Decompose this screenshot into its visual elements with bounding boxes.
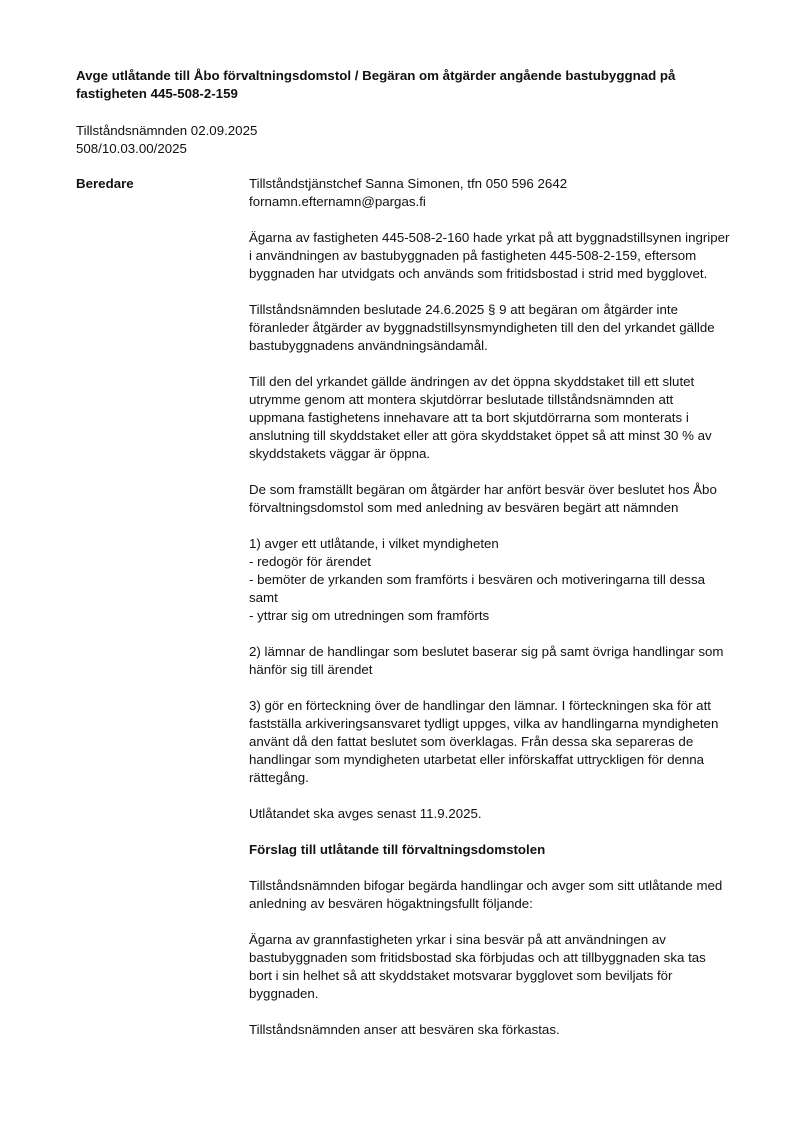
list-item: - bemöter de yrkanden som framförts i besvären och motiveringarna till dessa samt bbox=[249, 572, 705, 605]
paragraph-3: Till den del yrkandet gällde ändringen av det öppna skyddstaket till ett slutet utrymme genom att montera skjutdörrar beslutade tillståndsnämnden att uppmana fastighetens innehavare att ta bort skjutdörrarna som monterats i anslutning till skyddstaket eller att göra skyddstaket öppet så att minst 30 % av skyddstakets väggar är öppna. bbox=[249, 374, 712, 461]
reference-line: 508/10.03.00/2025 bbox=[76, 141, 187, 156]
paragraph-2: Tillståndsnämnden beslutade 24.6.2025 § 9 att begäran om åtgärder inte föranleder åtgärder av byggnadstillsynsmyndigheten till den del yrkandet gällde bastubyggnadens användningsändamål. bbox=[249, 302, 715, 353]
body-column bbox=[249, 175, 735, 1057]
meeting-line: Tillståndsnämnden 02.09.2025 bbox=[76, 123, 258, 138]
paragraph-9: Ägarna av grannfastigheten yrkar i sina besvär på att användningen av bastubyggnaden som fritidsbostad ska förbjudas och att tillbyggnaden ska tas bort i sin helhet så att skyddstaket motsvarar bygglovet som beviljats för byggnaden. bbox=[249, 932, 706, 1001]
paragraph-4: De som framställt begäran om åtgärder har anfört besvär över beslutet hos Åbo förvaltningsdomstol som med anledning av besvären begärt att nämnden bbox=[249, 482, 717, 515]
paragraph-1: Ägarna av fastigheten 445-508-2-160 hade yrkat på att byggnadstillsynen ingriper i användningen av bastubyggnaden på fastigheten 445-508-2-159, eftersom byggnaden har utvidgats och används som fritidsbostad i strid med bygglovet. bbox=[249, 230, 730, 281]
paragraph-7: Utlåtandet ska avges senast 11.9.2025. bbox=[249, 806, 482, 821]
list-intro: 1) avger ett utlåtande, i vilket myndigheten bbox=[249, 536, 499, 551]
meeting-meta bbox=[76, 122, 476, 158]
paragraph-10: Tillståndsnämnden anser att besvären ska förkastas. bbox=[249, 1022, 560, 1037]
paragraph-5: 2) lämnar de handlingar som beslutet baserar sig på samt övriga handlingar som hänför sig till ärendet bbox=[249, 644, 724, 677]
document-title: Avge utlåtande till Åbo förvaltningsdomstol / Begäran om åtgärder angående bastubyggnad på fastigheten 445-508-2-159 bbox=[76, 68, 676, 101]
preparer-name: Tillståndstjänstchef Sanna Simonen, tfn 050 596 2642 bbox=[249, 176, 568, 191]
paragraph-6: 3) gör en förteckning över de handlingar den lämnar. I förteckningen ska för att fastställa arkiveringsansvaret tydligt uppges, vilka av handlingarna myndigheten använt då den fattat beslutet som överklagas. Från dessa ska separeras de handlingar som myndigheten utarbetat eller införskaffat uttryckligen för denna rättegång. bbox=[249, 698, 719, 785]
proposal-heading: Förslag till utlåtande till förvaltningsdomstolen bbox=[249, 842, 546, 857]
paragraph-8: Tillståndsnämnden bifogar begärda handlingar och avger som sitt utlåtande med anledning av besvären högaktningsfullt följande: bbox=[249, 878, 723, 911]
preparer-contact bbox=[249, 175, 735, 211]
preparer-email: fornamn.efternamn@pargas.fi bbox=[249, 194, 426, 209]
request-list-1 bbox=[249, 535, 735, 625]
list-item: - yttrar sig om utredningen som framförts bbox=[249, 608, 490, 623]
list-item: - redogör för ärendet bbox=[249, 554, 371, 569]
preparer-label: Beredare bbox=[76, 176, 134, 191]
